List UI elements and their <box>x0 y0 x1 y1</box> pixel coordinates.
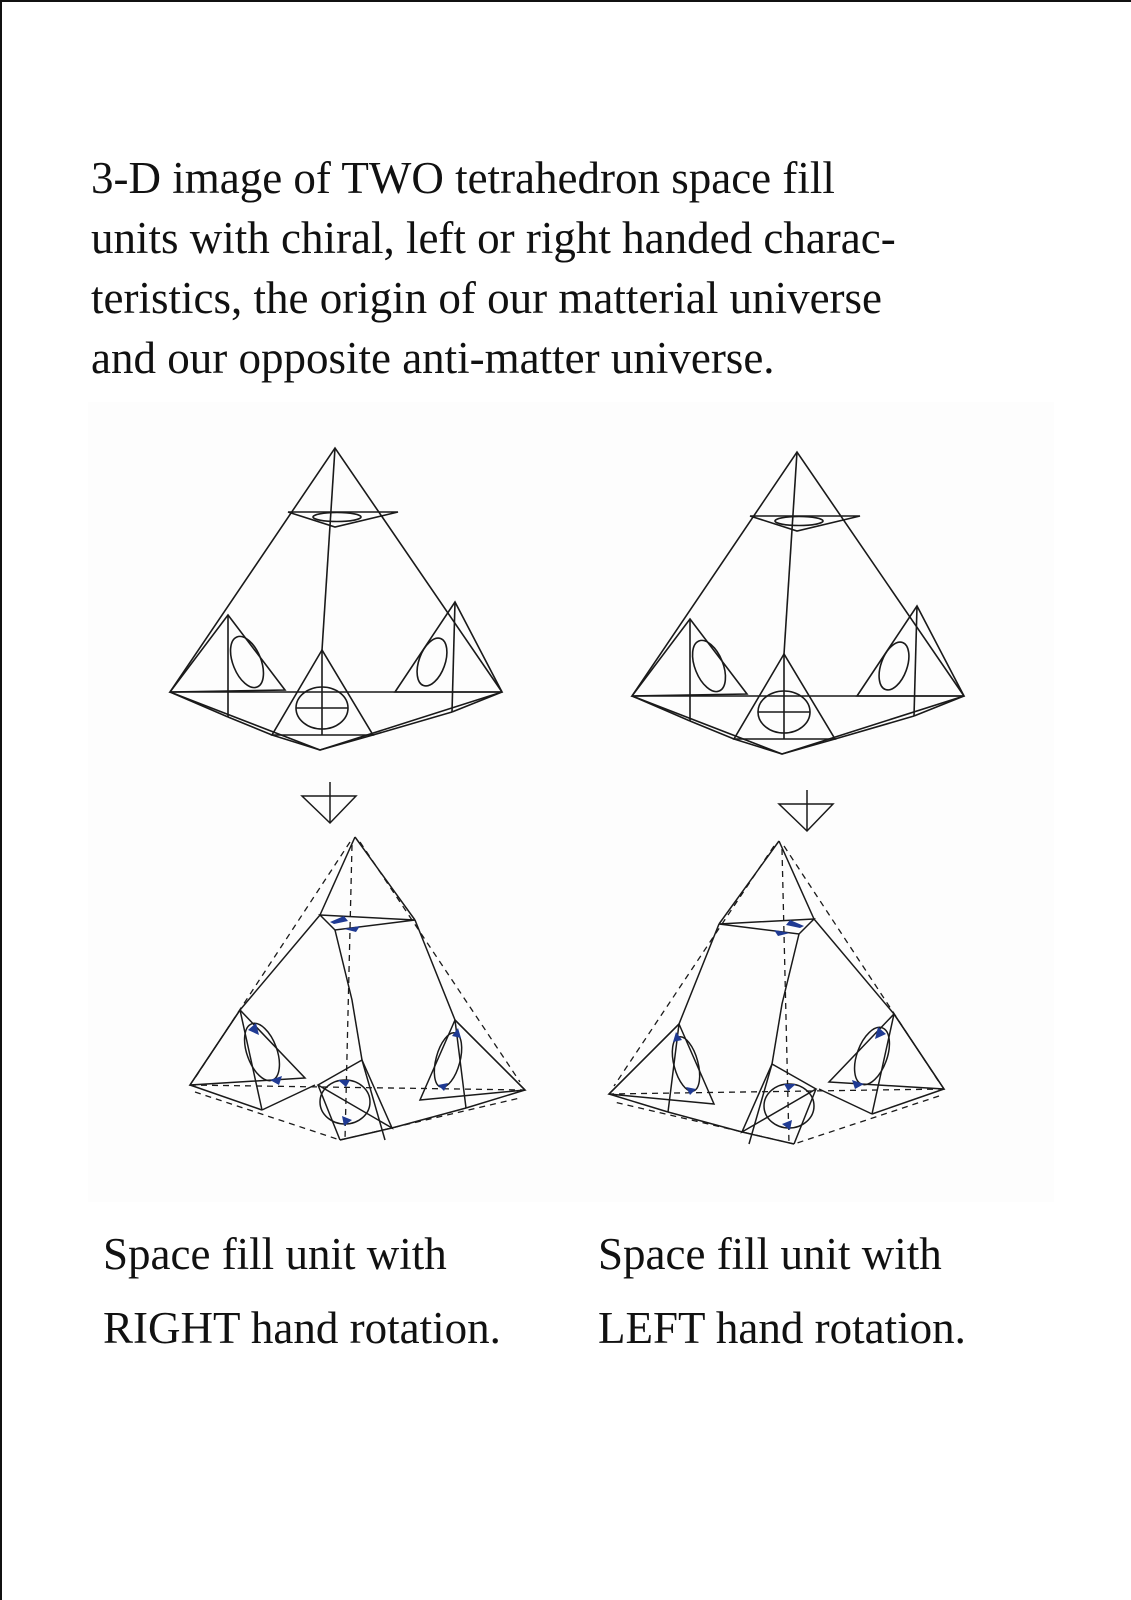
title-line: and our opposite anti-matter universe. <box>91 333 775 383</box>
caption-left-hand <box>598 1217 966 1365</box>
left-hand-rotation-unit <box>609 841 944 1144</box>
title-line: 3-D image of TWO tetrahedron space fill <box>91 153 835 203</box>
down-arrow-icon <box>302 782 356 823</box>
title-line: teristics, the origin of our matterial universe <box>91 273 883 323</box>
caption-line: Space fill unit with <box>598 1229 942 1279</box>
caption-right-hand <box>103 1217 501 1365</box>
down-arrow-icon <box>779 790 833 831</box>
caption-line: LEFT hand rotation. <box>598 1303 966 1353</box>
right-hand-rotation-unit <box>190 837 525 1140</box>
caption-line: RIGHT hand rotation. <box>103 1303 501 1353</box>
top-left-tetrahedron <box>170 448 502 750</box>
title-line: units with chiral, left or right handed charac- <box>91 213 896 263</box>
top-right-tetrahedron <box>632 452 964 754</box>
caption-line: Space fill unit with <box>103 1229 447 1279</box>
